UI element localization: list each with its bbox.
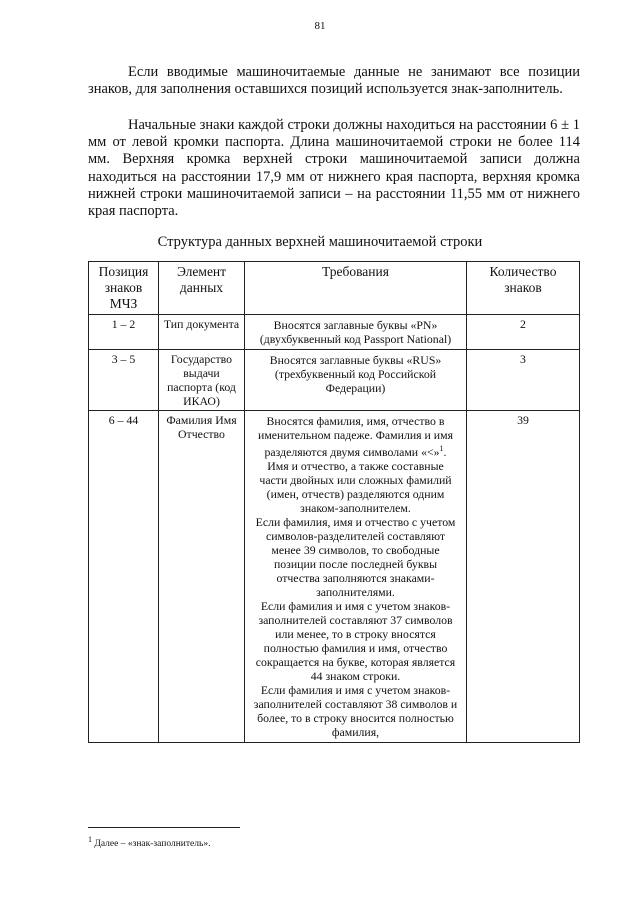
cell-count: 39 [467,411,580,743]
cell-element: Государство выдачи паспорта (код ИКАО) [159,350,245,411]
table-row [89,350,580,411]
mrz-structure-table [88,261,580,743]
req-separator-rule-cont: . Имя и отчество, а также составные части двойных или сложных фамилий (имен, отчеств) разделяются одним знаком-заполнителем. [259,444,452,515]
header-requirements: Требования [245,262,467,315]
cell-count: 3 [467,350,580,411]
cell-requirements: Вносятся заглавные буквы «RUS» (трехбуквенный код Российской Федерации) [245,350,467,411]
cell-position: 6 – 44 [89,411,159,743]
paragraph-line-position: Начальные знаки каждой строки должны находиться на расстоянии 6 ± 1 мм от левой кромки паспорта. Длина машиночитаемой строки не более 114 мм. Верхняя кромка верхней строки машиночитаемой записи должна находиться на расстоянии 17,9 мм от нижнего края паспорта, верхняя кромка нижней строки машиночитаемой записи – на расстоянии 11,55 мм от нижнего края паспорта. [88,117,580,220]
footnote-divider [88,827,240,828]
req-38-rule: Если фамилия и имя с учетом знаков-заполнителей составляют 38 символов и более, то в строку вносится полностью фамилия, [253,682,458,739]
cell-position: 1 – 2 [89,315,159,350]
footnote-mark: 1 [88,835,92,844]
table-row [89,411,580,743]
cell-requirements [245,411,467,743]
cell-count: 2 [467,315,580,350]
cell-element: Фамилия Имя Отчество [159,411,245,743]
cell-requirements: Вносятся заглавные буквы «PN» (двухбуквенный код Passport National) [245,315,467,350]
footnote-text: Далее – «знак-заполнитель». [94,839,211,850]
header-position: Позиция знаков МЧЗ [89,262,159,315]
req-37-rule: Если фамилия и имя с учетом знаков-заполнителей составляют 37 символов или менее, то в строку вносятся полностью фамилия и имя, отчество сокращается на букве, которая является 44 знаком строки. [255,598,456,683]
table-row [89,315,580,350]
cell-position: 3 – 5 [89,350,159,411]
table-title: Структура данных верхней машиночитаемой строки [157,234,483,250]
page-number: 81 [314,20,326,32]
footnote [88,835,210,849]
req-separator-rule: Вносятся фамилия, имя, отчество в именительном падеже. Фамилия и имя разделяются двумя символами «<» [258,414,453,459]
header-count: Количество знаков [467,262,580,315]
header-element: Элемент данных [159,262,245,315]
cell-element: Тип документа [159,315,245,350]
req-short-names-rule: Если фамилия, имя и отчество с учетом символов-разделителей составляют менее 39 символов, то свободные позиции после последней буквы отчества заполняются знаками-заполнителями. [255,514,456,599]
paragraph-filler-rule: Если вводимые машиночитаемые данные не занимают все позиции знаков, для заполнения оставшихся позиций используется знак-заполнитель. [88,64,580,98]
req-text-part [253,414,458,515]
table-header-row [89,262,580,315]
footnote-ref: 1 [439,444,444,453]
